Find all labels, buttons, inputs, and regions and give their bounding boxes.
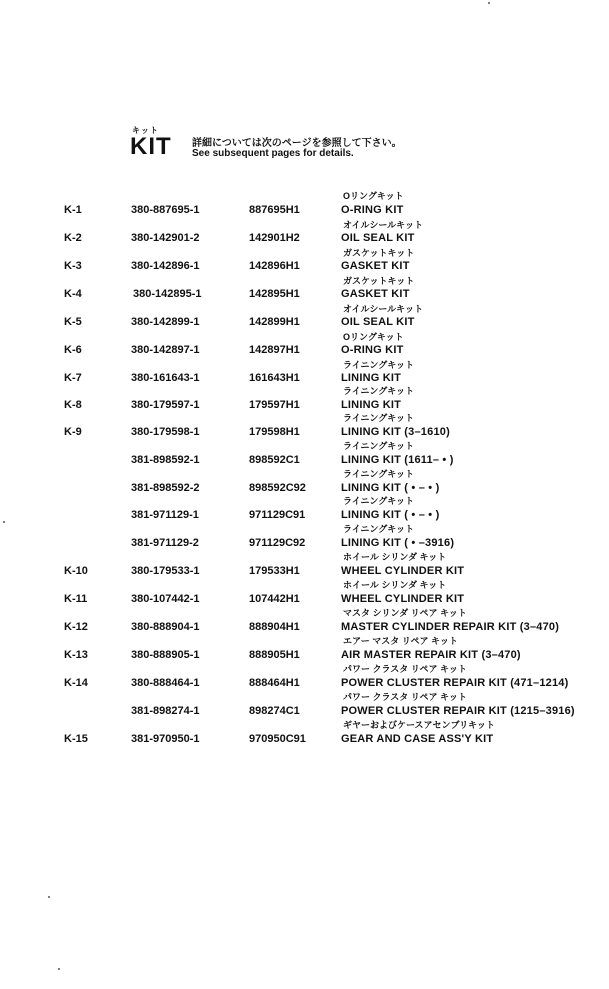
kit-name: GASKET KIT xyxy=(341,288,410,300)
kit-name: LINING KIT (3–1610) xyxy=(341,426,450,438)
part-number: 380-887695-1 xyxy=(131,204,200,216)
kit-number: K-5 xyxy=(64,316,82,328)
part-number: 381-970950-1 xyxy=(131,733,200,745)
reference-number: 887695H1 xyxy=(249,204,300,216)
kit-name-japanese: ライニングキット xyxy=(343,524,415,534)
kit-row xyxy=(0,732,609,746)
kit-name-japanese: パワー クラスタ リペア キット xyxy=(343,692,467,702)
part-number: 380-142901-2 xyxy=(131,232,200,244)
kit-row xyxy=(0,259,609,273)
part-number: 380-888905-1 xyxy=(131,649,200,661)
kit-number: K-6 xyxy=(64,344,82,356)
kit-number: K-13 xyxy=(64,649,88,661)
reference-number: 970950C91 xyxy=(249,733,306,745)
reference-number: 179597H1 xyxy=(249,399,300,411)
reference-number: 142897H1 xyxy=(249,344,300,356)
reference-number: 971129C91 xyxy=(249,509,306,521)
kit-number: K-1 xyxy=(64,204,82,216)
kit-number: K-11 xyxy=(64,593,88,605)
kit-number: K-8 xyxy=(64,399,82,411)
kit-name: LINING KIT xyxy=(341,372,402,384)
kit-name-japanese: Oリングキット xyxy=(343,332,404,342)
page-title: KIT xyxy=(130,133,172,160)
part-number: 380-142896-1 xyxy=(131,260,200,272)
reference-number: 971129C92 xyxy=(249,537,306,549)
part-number: 380-107442-1 xyxy=(131,593,200,605)
part-number: 381-898274-1 xyxy=(131,705,200,717)
kit-number: K-7 xyxy=(64,372,82,384)
kit-name-japanese: パワー クラスタ リペア キット xyxy=(343,664,467,674)
reference-number: 898592C92 xyxy=(249,482,306,494)
part-number: 381-971129-2 xyxy=(131,537,199,549)
reference-number: 898592C1 xyxy=(249,454,300,466)
kit-name-japanese: Oリングキット xyxy=(343,191,404,201)
scan-speck xyxy=(58,968,60,970)
kit-row xyxy=(0,371,609,385)
kit-row xyxy=(0,481,609,495)
kit-number: K-14 xyxy=(64,677,88,689)
kit-row xyxy=(0,564,609,578)
kit-number: K-9 xyxy=(64,426,82,438)
kit-name: LINING KIT ( • – • ) xyxy=(341,482,440,494)
part-number: 381-898592-2 xyxy=(131,482,200,494)
kit-row xyxy=(0,203,609,217)
reference-number: 898274C1 xyxy=(249,705,300,717)
part-number: 380-888464-1 xyxy=(131,677,200,689)
kit-row xyxy=(0,620,609,634)
note-japanese: 詳細については次のページを参照して下さい。 xyxy=(192,138,402,149)
kit-row xyxy=(0,648,609,662)
part-number: 380-161643-1 xyxy=(131,372,200,384)
kit-name: O-RING KIT xyxy=(341,344,404,356)
kit-name-japanese: ガスケットキット xyxy=(343,276,415,286)
kit-name: WHEEL CYLINDER KIT xyxy=(341,565,465,577)
kit-name-japanese: エアー マスタ リペア キット xyxy=(343,636,458,646)
kit-number: K-3 xyxy=(64,260,82,272)
kit-row xyxy=(0,704,609,718)
kit-number: K-12 xyxy=(64,621,88,633)
kit-name: POWER CLUSTER REPAIR KIT (471–1214) xyxy=(341,677,569,689)
kit-name-japanese: ホイール シリンダ キット xyxy=(343,552,447,562)
kit-name-japanese: オイルシールキット xyxy=(343,220,423,230)
reference-number: 142896H1 xyxy=(249,260,300,272)
scan-speck xyxy=(3,521,5,523)
kit-row xyxy=(0,287,609,301)
reference-number: 142899H1 xyxy=(249,316,300,328)
reference-number: 888905H1 xyxy=(249,649,300,661)
reference-number: 179533H1 xyxy=(249,565,300,577)
reference-number: 888464H1 xyxy=(249,677,300,689)
kit-row xyxy=(0,592,609,606)
kit-name: POWER CLUSTER REPAIR KIT (1215–3916) xyxy=(341,705,575,717)
part-number: 381-898592-1 xyxy=(131,454,200,466)
kit-row xyxy=(0,676,609,690)
kit-name: MASTER CYLINDER REPAIR KIT (3–470) xyxy=(341,621,560,633)
part-number: 380-179597-1 xyxy=(131,399,200,411)
kit-name-japanese: ホイール シリンダ キット xyxy=(343,580,447,590)
kit-name-japanese: オイルシールキット xyxy=(343,304,423,314)
kit-name: GASKET KIT xyxy=(341,260,410,272)
kit-name: LINING KIT ( • –3916) xyxy=(341,537,455,549)
kit-name: LINING KIT xyxy=(341,399,402,411)
kit-number: K-2 xyxy=(64,232,82,244)
part-number: 380-179533-1 xyxy=(131,565,200,577)
kit-name-japanese: ガスケットキット xyxy=(343,248,415,258)
part-number: 380-179598-1 xyxy=(131,426,200,438)
kit-name-japanese: ライニングキット xyxy=(343,496,415,506)
kit-name-japanese: ギヤーおよびケースアセンブリキット xyxy=(343,720,495,730)
kit-number: K-15 xyxy=(64,733,88,745)
reference-number: 142901H2 xyxy=(249,232,300,244)
part-number: 380-142895-1 xyxy=(133,288,202,300)
kit-number: K-4 xyxy=(64,288,82,300)
kit-name-japanese: ライニングキット xyxy=(343,413,415,423)
kit-name-japanese: ライニングキット xyxy=(343,386,415,396)
kit-name: WHEEL CYLINDER KIT xyxy=(341,593,465,605)
kit-row xyxy=(0,315,609,329)
kit-name-japanese: ライニングキット xyxy=(343,469,415,479)
kit-name: LINING KIT ( • – • ) xyxy=(341,509,440,521)
kit-row xyxy=(0,398,609,412)
reference-number: 142895H1 xyxy=(249,288,300,300)
kit-name: LINING KIT (1611– • ) xyxy=(341,454,454,466)
reference-number: 161643H1 xyxy=(249,372,300,384)
kit-name: OIL SEAL KIT xyxy=(341,316,415,328)
kit-name-japanese: マスタ シリンダ リペア キット xyxy=(343,608,467,618)
kit-row xyxy=(0,536,609,550)
reference-number: 107442H1 xyxy=(249,593,300,605)
kit-number: K-10 xyxy=(64,565,88,577)
scan-speck xyxy=(48,896,50,898)
note-english: See subsequent pages for details. xyxy=(192,148,354,159)
part-number: 380-142899-1 xyxy=(131,316,200,328)
scan-speck xyxy=(488,2,490,4)
kit-row xyxy=(0,453,609,467)
reference-number: 888904H1 xyxy=(249,621,300,633)
kit-row xyxy=(0,508,609,522)
kit-row xyxy=(0,231,609,245)
kit-title-ruby: キット xyxy=(132,126,159,135)
part-number: 381-971129-1 xyxy=(131,509,199,521)
part-number: 380-142897-1 xyxy=(131,344,200,356)
kit-name-japanese: ライニングキット xyxy=(343,360,415,370)
kit-name: OIL SEAL KIT xyxy=(341,232,415,244)
kit-name: AIR MASTER REPAIR KIT (3–470) xyxy=(341,649,521,661)
kit-name: O-RING KIT xyxy=(341,204,404,216)
kit-name: GEAR AND CASE ASS'Y KIT xyxy=(341,733,494,745)
kit-row xyxy=(0,425,609,439)
kit-row xyxy=(0,343,609,357)
part-number: 380-888904-1 xyxy=(131,621,200,633)
reference-number: 179598H1 xyxy=(249,426,300,438)
kit-name-japanese: ライニングキット xyxy=(343,441,415,451)
